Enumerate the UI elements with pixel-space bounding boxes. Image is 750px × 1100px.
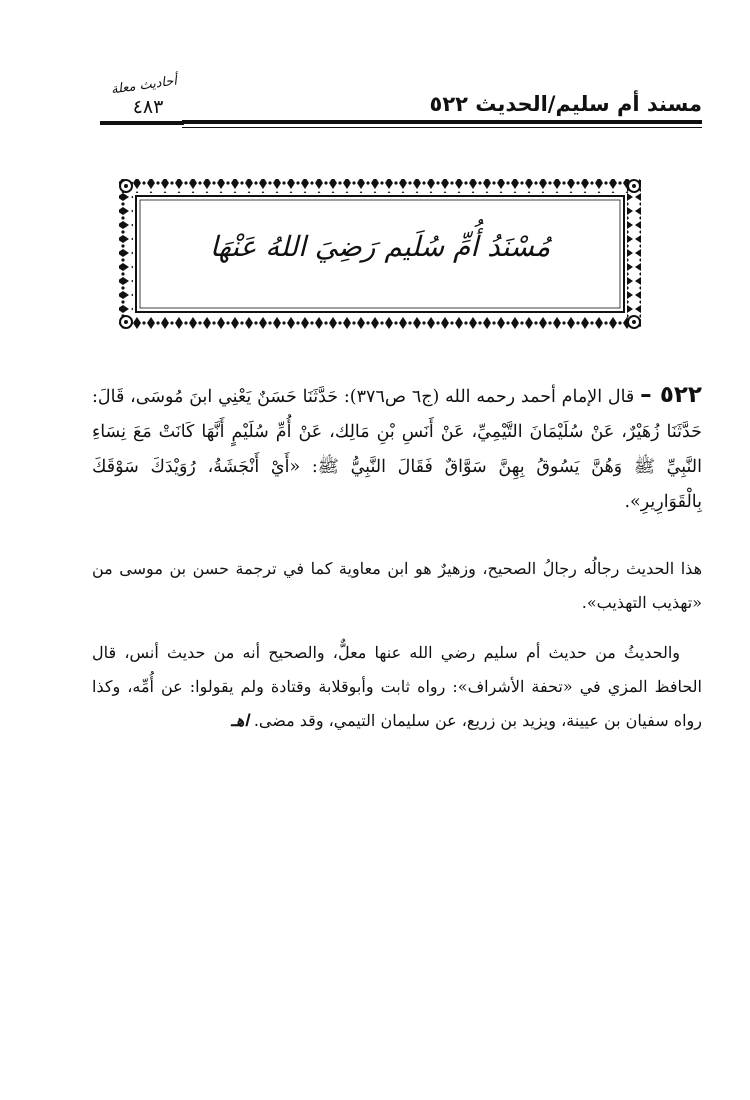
hadith-text: قال الإمام أحمد رحمه الله (ج٦ ص٣٧٦): حَدَّثَنَا حَسَنٌ يَعْنِي ابنَ مُوسَى، قَالَ: حَدَّثَنَا زُهَيْرٌ، عَنْ سُلَيْمَانَ التَّيْمِيِّ، عَنْ أَنَسِ بْنِ مَالِك، عَنْ أُمِّ سُلَيْمٍ أَنَّهَا كَانَتْ مَعَ نِسَاءِ النَّبِيِّ ﷺ وَهُنَّ يَسُوقُ بِهِنَّ سَوَّاقٌ فَقَالَ النَّبِيُّ ﷺ: «أَيْ أَنْجَشَةُ، رُوَيْدَكَ سَوْقَكَ بِالْقَوَارِيرِ». <box>92 387 702 512</box>
commentary-text-1: هذا الحديث رجالُه رجالُ الصحيح، وزهيرٌ هو ابن معاوية كما في ترجمة حسن بن موسى من «تهذيب التهذيب». <box>92 559 702 612</box>
page-number: ٤٨٣ <box>132 96 164 118</box>
header-rule <box>182 120 702 124</box>
section-title: مُسْنَدُ أُمِّ سُلَيم رَضِيَ اللهُ عَنْهَا <box>209 230 551 263</box>
handwritten-note: أحاديث معلة <box>110 73 178 98</box>
hadith-number: ٥٢٢ – <box>640 382 702 408</box>
end-mark: اهـ <box>231 711 249 730</box>
section-title-frame <box>116 176 644 332</box>
hadith-paragraph <box>92 378 702 520</box>
commentary-paragraph-2 <box>92 636 702 738</box>
commentary-text-2: والحديثُ من حديث أم سليم رضي الله عنها معلٌّ، والصحيح أنه من حديث أنس، قال الحافظ المزي في «تحفة الأشراف»: رواه ثابت وأبوقلابة وقتادة ولم يقولوا: عن أُمِّه، وكذا رواه سفيان بن عيينة، ويزيد بن زريع، عن سليمان التيمي، وقد مضى. <box>92 643 702 730</box>
page-number-underline <box>100 121 184 125</box>
commentary-paragraph-1 <box>92 552 702 620</box>
running-header-title: مسند أم سليم/الحديث ٥٢٢ <box>429 92 702 116</box>
header-rule-thin <box>182 127 702 128</box>
